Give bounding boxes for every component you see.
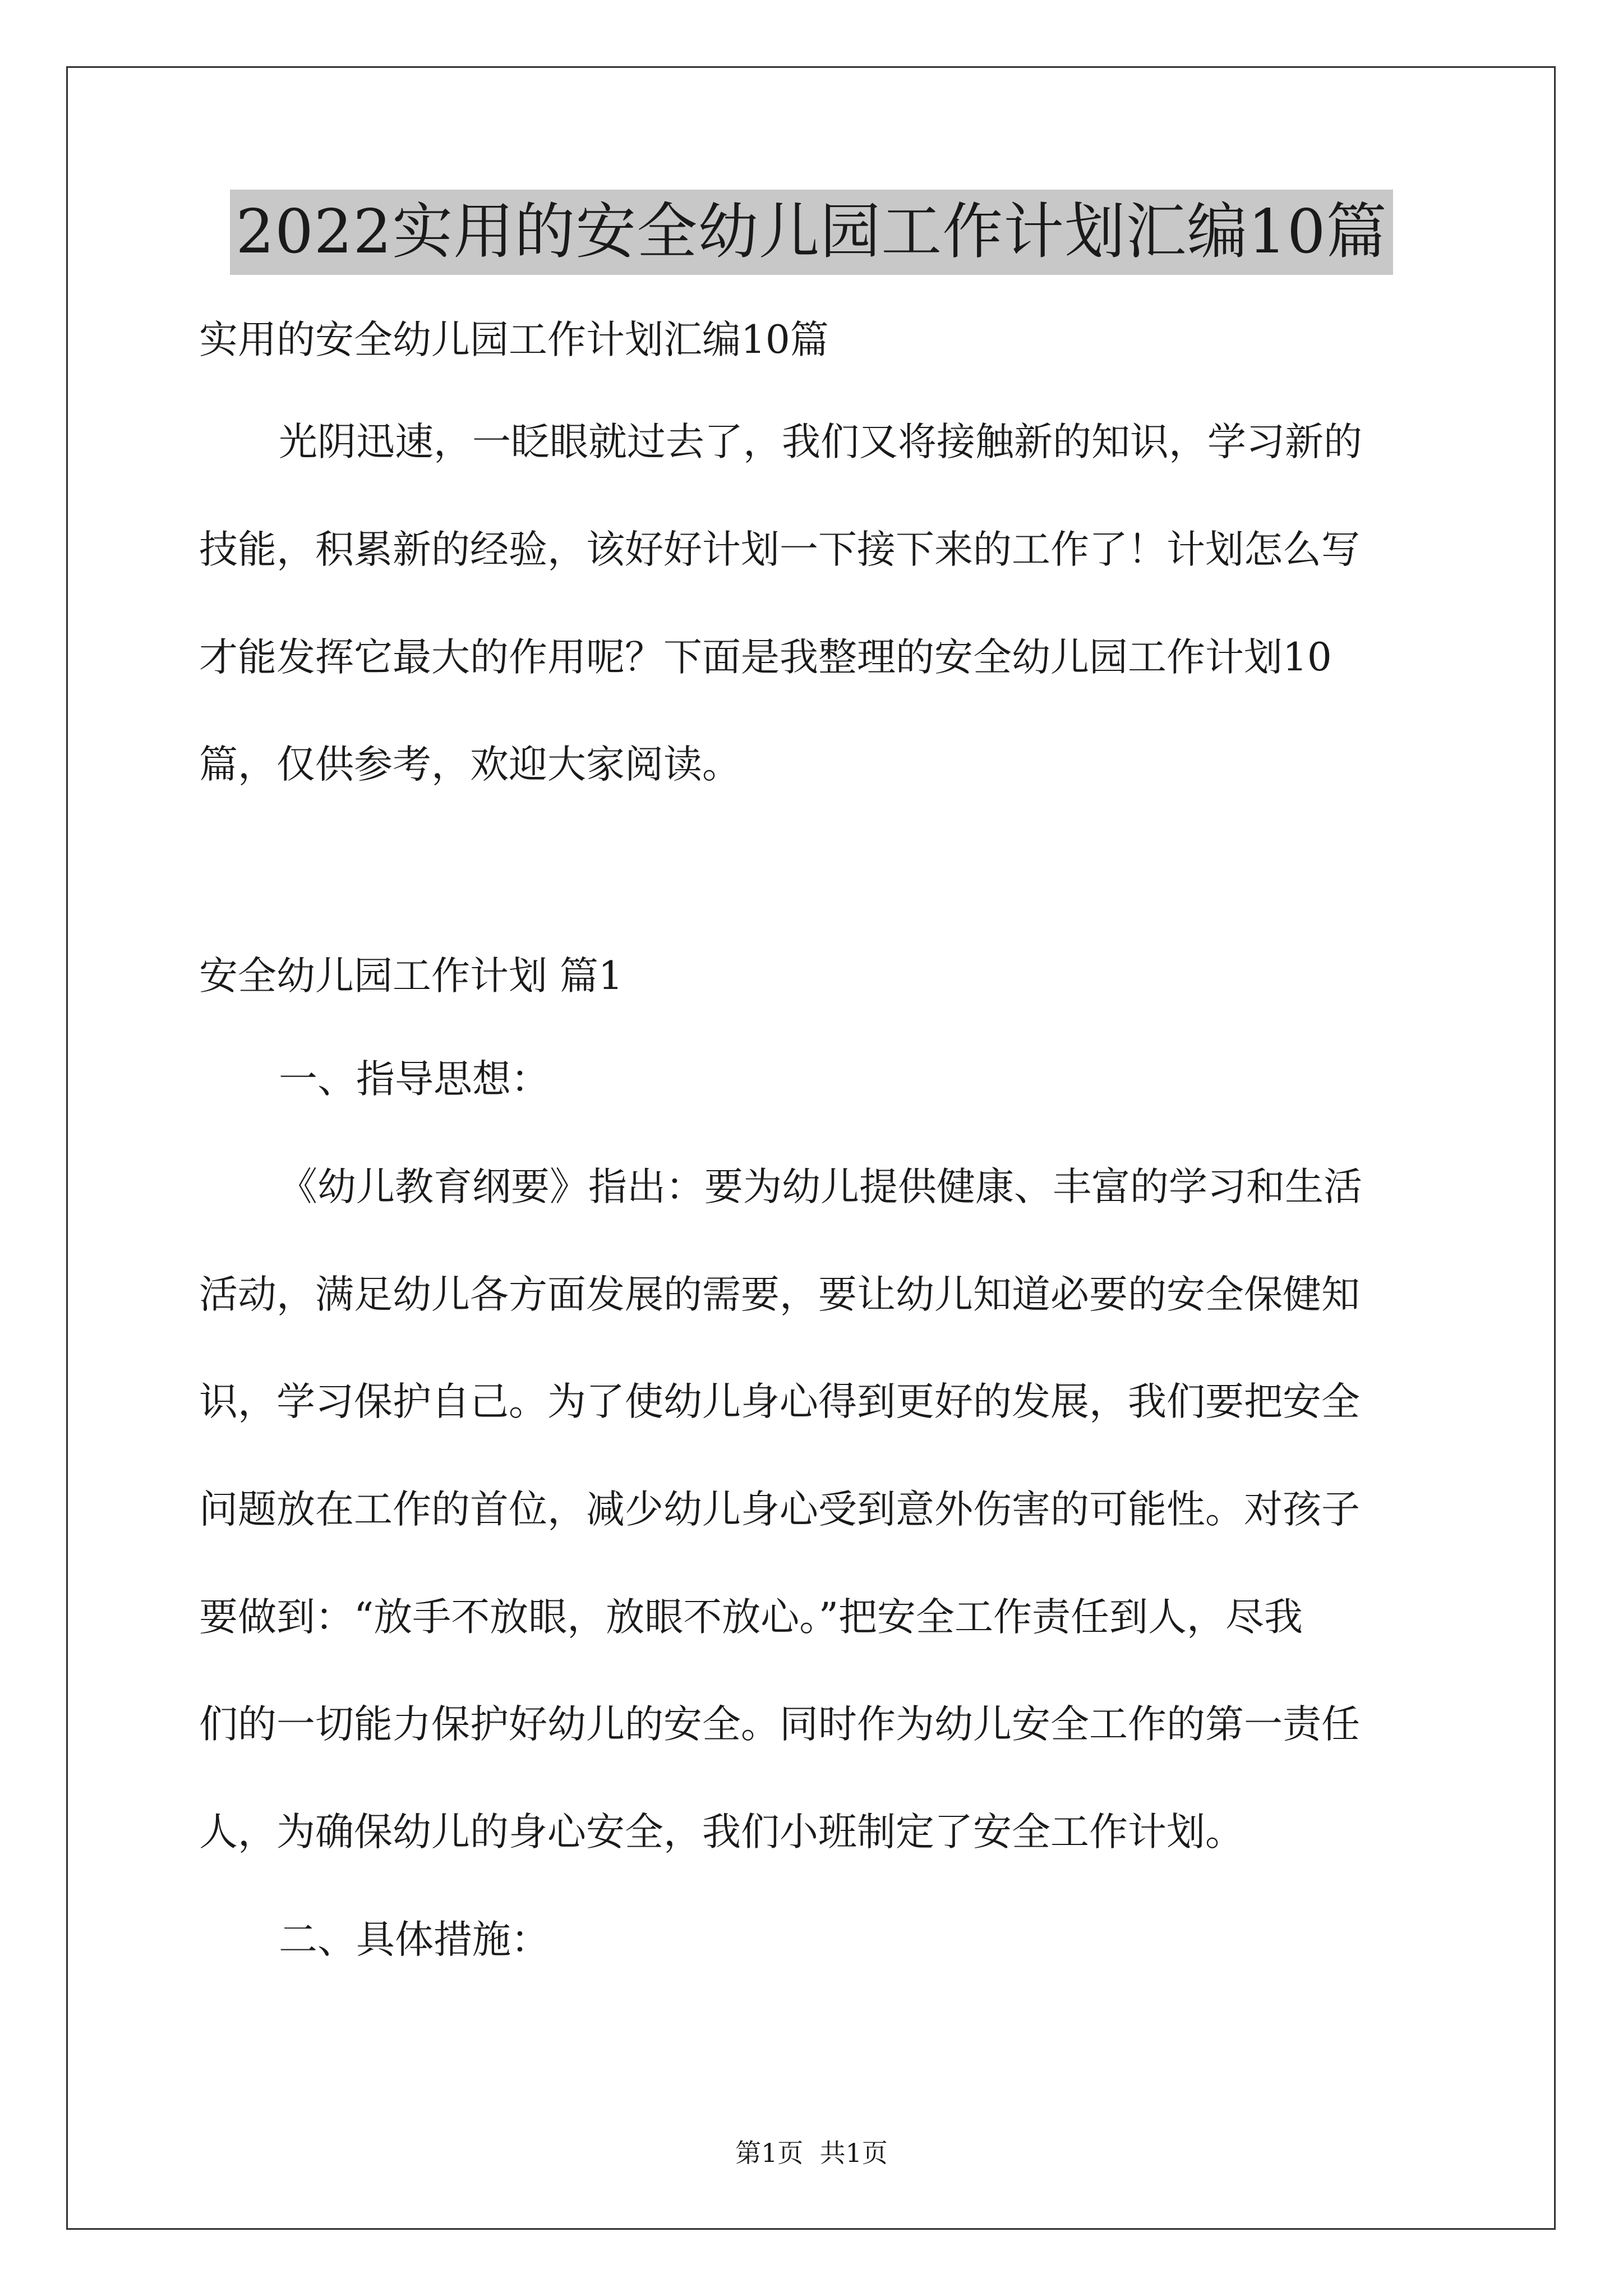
part1-line-7: 人，为确保幼儿的身心安全，我们小班制定了安全工作计划。 [199,1810,1244,1855]
intro-line-1: 光阴迅速，一眨眼就过去了，我们又将接触新的知识，学习新的 [279,420,1362,464]
part1-line-4: 问题放在工作的首位，减少幼儿身心受到意外伤害的可能性。对孩子 [199,1487,1360,1532]
section-heading: 安全幼儿园工作计划 篇1 [199,954,623,999]
intro-line-3: 才能发挥它最大的作用呢？下面是我整理的安全幼儿园工作计划10 [199,635,1332,680]
part2-heading: 二、具体措施： [279,1917,550,1962]
page-border [66,66,1556,2230]
part1-line-6: 们的一切能力保护好幼儿的安全。同时作为幼儿安全工作的第一责任 [199,1702,1360,1747]
part1-line-5: 要做到：“放手不放眼，放眼不放心。”把安全工作责任到人，尽我 [199,1595,1303,1640]
part1-heading: 一、指导思想： [279,1057,550,1102]
intro-line-2: 技能，积累新的经验，该好好计划一下接下来的工作了！计划怎么写 [199,527,1360,572]
part1-line-3: 识，学习保护自己。为了使幼儿身心得到更好的发展，我们要把安全 [199,1379,1360,1424]
part1-line-1: 《幼儿教育纲要》指出：要为幼儿提供健康、丰富的学习和生活 [279,1165,1362,1209]
page-footer: 第1页 共1页 [735,2138,888,2168]
document-subtitle: 实用的安全幼儿园工作计划汇编10篇 [199,318,829,362]
document-title: 2022实用的安全幼儿园工作计划汇编10篇 [230,190,1393,275]
part1-line-2: 活动，满足幼儿各方面发展的需要，要让幼儿知道必要的安全保健知 [199,1272,1360,1317]
intro-line-4: 篇，仅供参考，欢迎大家阅读。 [199,742,741,787]
title-container [0,190,1623,275]
